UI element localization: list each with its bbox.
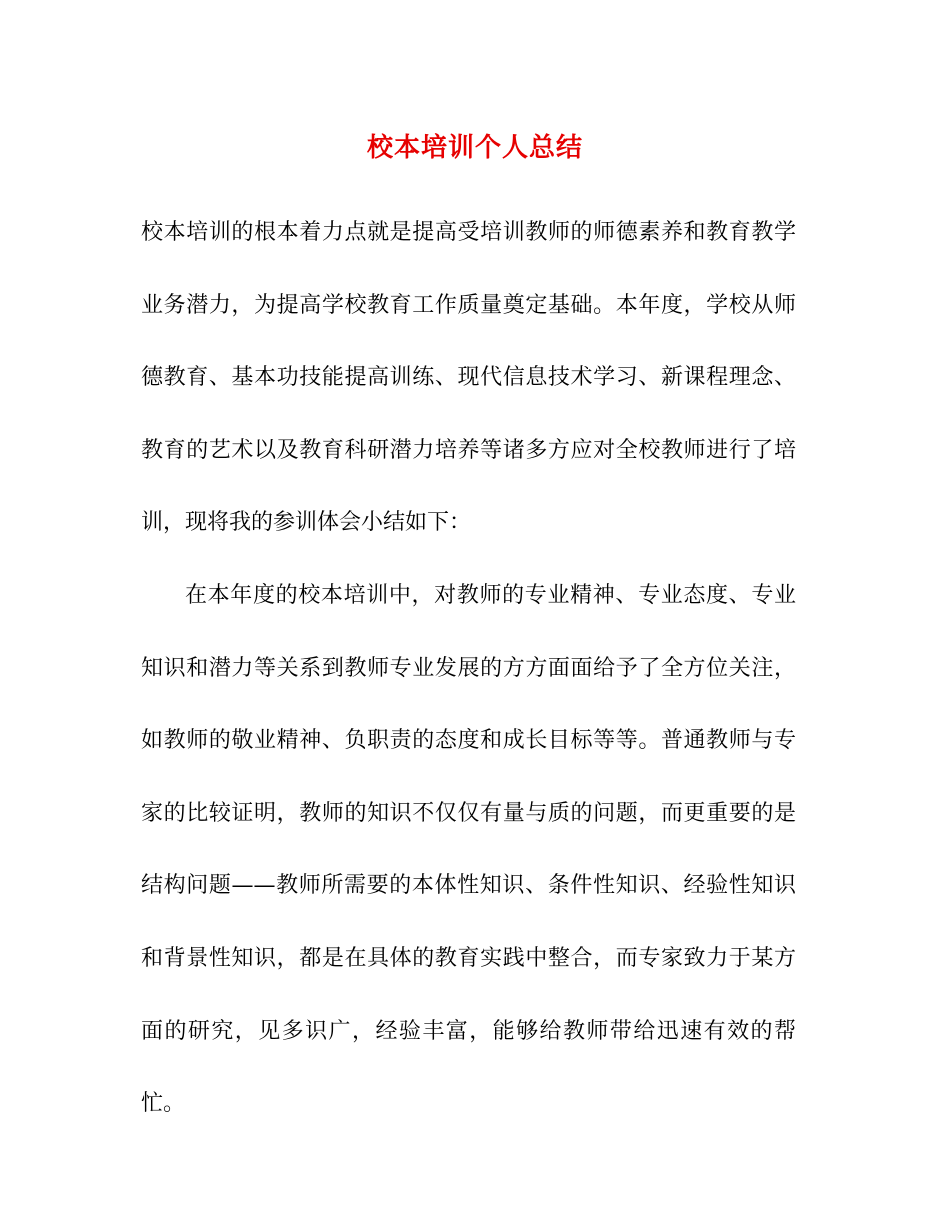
paragraph-intro: 校本培训的根本着力点就是提高受培训教师的师德素养和教育教学业务潜力，为提高学校教育工作质量奠定基础。本年度，学校从师德教育、基本功技能提高训练、现代信息技术学习、新课程理念、教育的艺术以及教育科研潜力培养等诸多方应对全校教师进行了培训，现将我的参训体会小结如下： [141,220,796,536]
document-title: 校本培训个人总结 [366,133,583,163]
paragraph-training-summary: 在本年度的校本培训中，对教师的专业精神、专业态度、专业知识和潜力等关系到教师专业发展的方方面面给予了全方位关注，如教师的敬业精神、负职责的态度和成长目标等等。普通教师与专家的比较证明，教师的知识不仅仅有量与质的问题，而更重要的是结构问题——教师所需要的本体性知识、条件性知识、经验性知识和背景性知识，都是在具体的教育实践中整合，而专家致力于某方面的研究，见多识广，经验丰富，能够给教师带给迅速有效的帮忙。 [141,583,796,1117]
